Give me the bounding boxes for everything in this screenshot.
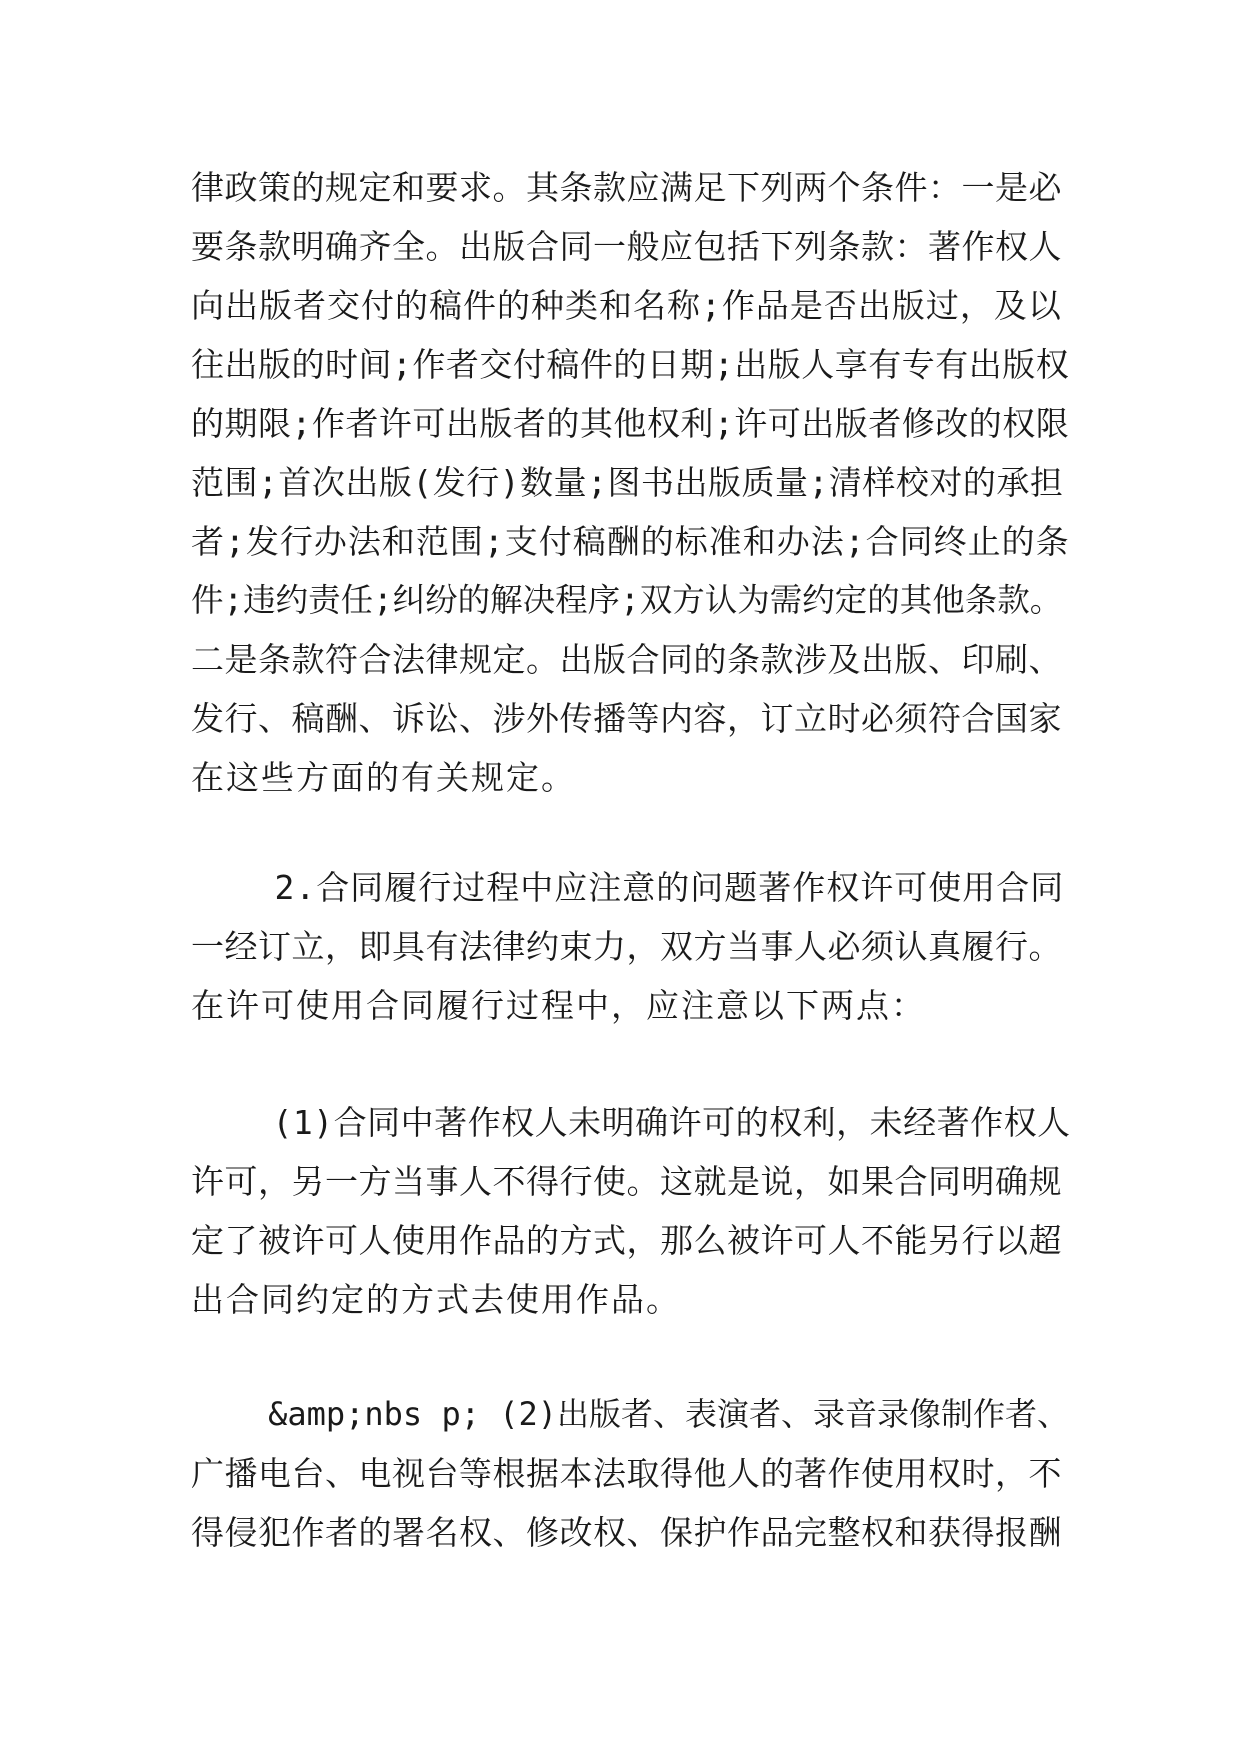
- paragraph-contract-performance: [191, 858, 1071, 1035]
- text-line: 范围;首次出版(发行)数量;图书出版质量;清样校对的承担: [191, 463, 1064, 502]
- paragraph-point-one: [191, 1093, 1071, 1329]
- text-line: 在这些方面的有关规定。: [191, 758, 576, 797]
- text-line: 一经订立，即具有法律约束力，双方当事人必须认真履行。: [191, 927, 1062, 966]
- text-line: 在许可使用合同履行过程中，应注意以下两点：: [191, 986, 926, 1025]
- text-line: 得侵犯作者的署名权、修改权、保护作品完整权和获得报酬: [191, 1513, 1062, 1552]
- paragraph-point-two: [191, 1385, 1071, 1562]
- text-line: 发行、稿酬、诉讼、涉外传播等内容，订立时必须符合国家: [191, 699, 1062, 738]
- text-line: 二是条款符合法律规定。出版合同的条款涉及出版、印刷、: [191, 640, 1062, 679]
- text-line: 向出版者交付的稿件的种类和名称;作品是否出版过，及以: [191, 286, 1062, 325]
- text-line: 2.合同履行过程中应注意的问题著作权许可使用合同: [191, 868, 1065, 907]
- text-line: 许可，另一方当事人不得行使。这就是说，如果合同明确规: [191, 1162, 1062, 1201]
- text-line: 者;发行办法和范围;支付稿酬的标准和办法;合同终止的条: [191, 522, 1070, 561]
- text-line: 往出版的时间;作者交付稿件的日期;出版人享有专有出版权: [191, 345, 1070, 384]
- text-line: 出合同约定的方式去使用作品。: [191, 1280, 681, 1319]
- paragraph-contract-terms: [191, 158, 1071, 807]
- text-line: 件;违约责任;纠纷的解决程序;双方认为需约定的其他条款。: [191, 581, 1063, 619]
- text-line: (1)合同中著作权人未明确许可的权利，未经著作权人: [191, 1103, 1071, 1142]
- text-line: 要条款明确齐全。出版合同一般应包括下列条款：著作权人: [191, 227, 1062, 266]
- text-line: 律政策的规定和要求。其条款应满足下列两个条件：一是必: [191, 168, 1062, 207]
- text-line: 的期限;作者许可出版者的其他权利;许可出版者修改的权限: [191, 404, 1070, 443]
- text-line: 定了被许可人使用作品的方式，那么被许可人不能另行以超: [191, 1221, 1062, 1260]
- text-line: &amp;nbs p; (2)出版者、表演者、录音录像制作者、: [191, 1395, 1070, 1433]
- text-line: 广播电台、电视台等根据本法取得他人的著作使用权时，不: [191, 1454, 1062, 1493]
